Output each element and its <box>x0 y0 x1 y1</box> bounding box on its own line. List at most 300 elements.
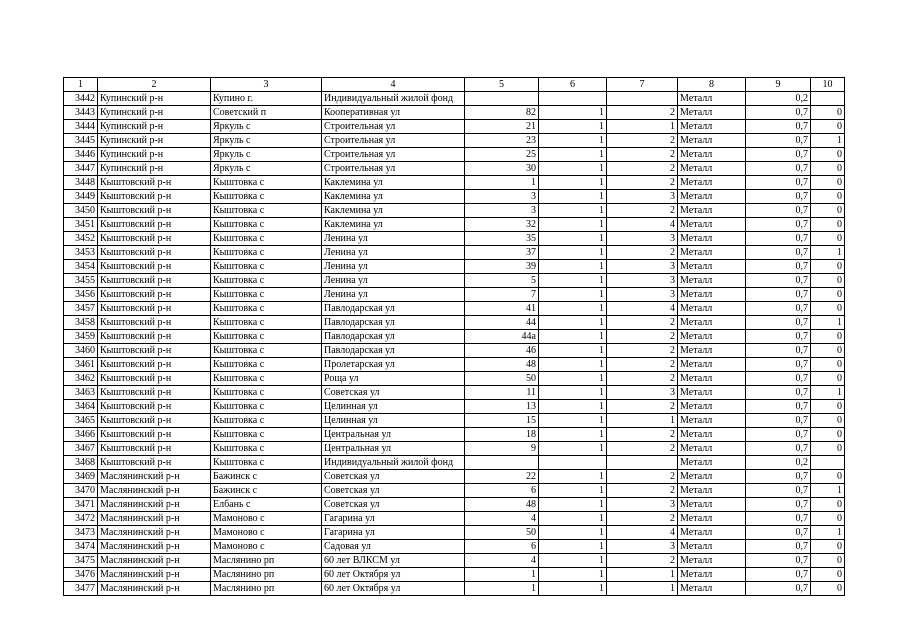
cell-row-number: 3459 <box>64 330 98 344</box>
table-row <box>64 568 845 582</box>
cell-locality: Маслянино рп <box>211 554 322 568</box>
cell-district: Купинский р-н <box>98 120 211 134</box>
table-row <box>64 330 845 344</box>
cell-floors: 3 <box>607 288 678 302</box>
cell-locality: Кыштовка с <box>211 190 322 204</box>
cell-district: Кыштовский р-н <box>98 386 211 400</box>
cell-house-number: 41 <box>465 302 539 316</box>
cell-district: Маслянинский р-н <box>98 470 211 484</box>
cell-street: Целинная ул <box>322 400 465 414</box>
cell-locality: Мамоново с <box>211 526 322 540</box>
table-row <box>64 106 845 120</box>
cell-row-number: 3451 <box>64 218 98 232</box>
cell-flag: 0 <box>811 344 845 358</box>
table-row <box>64 162 845 176</box>
cell-locality: Яркуль с <box>211 134 322 148</box>
column-header-3: 3 <box>211 78 322 92</box>
cell-street: Гагарина ул <box>322 512 465 526</box>
cell-row-number: 3470 <box>64 484 98 498</box>
cell-row-number: 3464 <box>64 400 98 414</box>
cell-count: 1 <box>539 302 607 316</box>
cell-material: Металл <box>678 372 746 386</box>
cell-coefficient: 0,7 <box>746 400 811 414</box>
cell-material: Металл <box>678 134 746 148</box>
cell-house-number: 39 <box>465 260 539 274</box>
cell-house-number: 6 <box>465 540 539 554</box>
cell-coefficient: 0,7 <box>746 260 811 274</box>
cell-locality: Яркуль с <box>211 162 322 176</box>
cell-street: Центральная ул <box>322 442 465 456</box>
cell-row-number: 3466 <box>64 428 98 442</box>
cell-material: Металл <box>678 344 746 358</box>
table-row <box>64 92 845 106</box>
cell-locality: Яркуль с <box>211 148 322 162</box>
column-header-1: 1 <box>64 78 98 92</box>
cell-flag: 0 <box>811 428 845 442</box>
cell-house-number: 44а <box>465 330 539 344</box>
cell-count: 1 <box>539 428 607 442</box>
cell-floors: 2 <box>607 316 678 330</box>
cell-floors: 2 <box>607 428 678 442</box>
cell-locality: Яркуль с <box>211 120 322 134</box>
cell-locality: Кыштовка с <box>211 246 322 260</box>
cell-district: Кыштовский р-н <box>98 428 211 442</box>
cell-flag: 0 <box>811 218 845 232</box>
cell-street: Советская ул <box>322 484 465 498</box>
cell-locality: Кыштовка с <box>211 176 322 190</box>
cell-street: 60 лет ВЛКСМ ул <box>322 554 465 568</box>
cell-house-number: 37 <box>465 246 539 260</box>
cell-floors: 2 <box>607 554 678 568</box>
cell-flag: 1 <box>811 386 845 400</box>
cell-row-number: 3458 <box>64 316 98 330</box>
cell-count: 1 <box>539 400 607 414</box>
cell-flag: 0 <box>811 288 845 302</box>
cell-street: Ленина ул <box>322 246 465 260</box>
cell-street: Павлодарская ул <box>322 302 465 316</box>
cell-floors <box>607 456 678 470</box>
cell-district: Маслянинский р-н <box>98 582 211 596</box>
cell-locality: Советский п <box>211 106 322 120</box>
cell-floors: 2 <box>607 246 678 260</box>
cell-flag: 0 <box>811 400 845 414</box>
cell-count: 1 <box>539 120 607 134</box>
cell-street: Павлодарская ул <box>322 330 465 344</box>
cell-street: Ленина ул <box>322 260 465 274</box>
cell-material: Металл <box>678 414 746 428</box>
cell-house-number: 3 <box>465 190 539 204</box>
table-row <box>64 232 845 246</box>
cell-street: Целинная ул <box>322 414 465 428</box>
cell-street: Каклемина ул <box>322 190 465 204</box>
cell-house-number: 82 <box>465 106 539 120</box>
cell-floors: 3 <box>607 190 678 204</box>
cell-locality: Кыштовка с <box>211 442 322 456</box>
cell-house-number: 48 <box>465 498 539 512</box>
cell-material: Металл <box>678 484 746 498</box>
cell-floors: 2 <box>607 372 678 386</box>
cell-house-number: 3 <box>465 204 539 218</box>
cell-locality: Мамоново с <box>211 540 322 554</box>
cell-floors: 1 <box>607 414 678 428</box>
cell-floors <box>607 92 678 106</box>
cell-material: Металл <box>678 470 746 484</box>
cell-locality: Кыштовка с <box>211 260 322 274</box>
column-header-6: 6 <box>539 78 607 92</box>
cell-floors: 1 <box>607 582 678 596</box>
cell-floors: 1 <box>607 120 678 134</box>
table-row <box>64 456 845 470</box>
cell-flag: 0 <box>811 372 845 386</box>
cell-material: Металл <box>678 302 746 316</box>
cell-street: Строительная ул <box>322 134 465 148</box>
cell-locality: Кыштовка с <box>211 456 322 470</box>
cell-floors: 2 <box>607 484 678 498</box>
cell-count: 1 <box>539 582 607 596</box>
column-header-2: 2 <box>98 78 211 92</box>
cell-row-number: 3457 <box>64 302 98 316</box>
cell-flag: 1 <box>811 316 845 330</box>
cell-row-number: 3463 <box>64 386 98 400</box>
cell-street: Роща ул <box>322 372 465 386</box>
cell-count: 1 <box>539 470 607 484</box>
cell-locality: Кыштовка с <box>211 358 322 372</box>
cell-coefficient: 0,7 <box>746 414 811 428</box>
cell-material: Металл <box>678 442 746 456</box>
cell-coefficient: 0,7 <box>746 442 811 456</box>
cell-row-number: 3472 <box>64 512 98 526</box>
table-row <box>64 400 845 414</box>
cell-floors: 3 <box>607 386 678 400</box>
cell-coefficient: 0,7 <box>746 246 811 260</box>
cell-street: Ленина ул <box>322 288 465 302</box>
cell-material: Металл <box>678 176 746 190</box>
cell-coefficient: 0,7 <box>746 316 811 330</box>
cell-count: 1 <box>539 190 607 204</box>
cell-locality: Кыштовка с <box>211 386 322 400</box>
cell-material: Металл <box>678 218 746 232</box>
cell-coefficient: 0,2 <box>746 456 811 470</box>
cell-count: 1 <box>539 204 607 218</box>
cell-flag: 0 <box>811 470 845 484</box>
cell-material: Металл <box>678 554 746 568</box>
cell-material: Металл <box>678 92 746 106</box>
cell-floors: 2 <box>607 400 678 414</box>
cell-row-number: 3449 <box>64 190 98 204</box>
cell-flag: 0 <box>811 554 845 568</box>
table-row <box>64 582 845 596</box>
cell-material: Металл <box>678 400 746 414</box>
cell-material: Металл <box>678 274 746 288</box>
cell-street: Каклемина ул <box>322 204 465 218</box>
cell-flag: 0 <box>811 232 845 246</box>
cell-flag: 0 <box>811 162 845 176</box>
cell-coefficient: 0,7 <box>746 554 811 568</box>
cell-district: Кыштовский р-н <box>98 246 211 260</box>
cell-district: Кыштовский р-н <box>98 274 211 288</box>
cell-coefficient: 0,2 <box>746 92 811 106</box>
cell-floors: 2 <box>607 358 678 372</box>
table-row <box>64 442 845 456</box>
cell-district: Купинский р-н <box>98 148 211 162</box>
cell-locality: Кыштовка с <box>211 274 322 288</box>
cell-street: Индивидуальный жилой фонд <box>322 456 465 470</box>
cell-row-number: 3443 <box>64 106 98 120</box>
cell-district: Кыштовский р-н <box>98 204 211 218</box>
cell-house-number: 11 <box>465 386 539 400</box>
cell-row-number: 3462 <box>64 372 98 386</box>
cell-coefficient: 0,7 <box>746 484 811 498</box>
column-header-7: 7 <box>607 78 678 92</box>
cell-coefficient: 0,7 <box>746 106 811 120</box>
cell-count: 1 <box>539 484 607 498</box>
cell-house-number: 1 <box>465 176 539 190</box>
column-header-9: 9 <box>746 78 811 92</box>
cell-row-number: 3476 <box>64 568 98 582</box>
cell-district: Маслянинский р-н <box>98 540 211 554</box>
cell-street: Пролетарская ул <box>322 358 465 372</box>
cell-flag: 0 <box>811 358 845 372</box>
cell-district: Маслянинский р-н <box>98 568 211 582</box>
cell-coefficient: 0,7 <box>746 512 811 526</box>
cell-locality: Кыштовка с <box>211 302 322 316</box>
cell-material: Металл <box>678 330 746 344</box>
cell-house-number: 4 <box>465 512 539 526</box>
cell-floors: 4 <box>607 526 678 540</box>
cell-material: Металл <box>678 106 746 120</box>
cell-flag: 0 <box>811 148 845 162</box>
cell-count: 1 <box>539 330 607 344</box>
cell-district: Кыштовский р-н <box>98 456 211 470</box>
cell-coefficient: 0,7 <box>746 330 811 344</box>
cell-coefficient: 0,7 <box>746 302 811 316</box>
cell-street: Советская ул <box>322 498 465 512</box>
cell-row-number: 3477 <box>64 582 98 596</box>
cell-house-number: 1 <box>465 582 539 596</box>
cell-row-number: 3453 <box>64 246 98 260</box>
table-row <box>64 470 845 484</box>
table-row <box>64 274 845 288</box>
cell-floors: 2 <box>607 442 678 456</box>
cell-street: Садовая ул <box>322 540 465 554</box>
cell-flag: 0 <box>811 204 845 218</box>
cell-floors: 2 <box>607 106 678 120</box>
cell-row-number: 3467 <box>64 442 98 456</box>
cell-street: Строительная ул <box>322 148 465 162</box>
cell-material: Металл <box>678 386 746 400</box>
cell-material: Металл <box>678 568 746 582</box>
cell-street: Ленина ул <box>322 232 465 246</box>
cell-house-number <box>465 456 539 470</box>
cell-row-number: 3468 <box>64 456 98 470</box>
cell-count: 1 <box>539 540 607 554</box>
cell-row-number: 3473 <box>64 526 98 540</box>
cell-locality: Кыштовка с <box>211 316 322 330</box>
cell-street: Павлодарская ул <box>322 316 465 330</box>
cell-flag: 0 <box>811 120 845 134</box>
cell-floors: 3 <box>607 260 678 274</box>
cell-district: Кыштовский р-н <box>98 232 211 246</box>
cell-coefficient: 0,7 <box>746 274 811 288</box>
table-row <box>64 372 845 386</box>
cell-flag: 0 <box>811 176 845 190</box>
cell-flag: 0 <box>811 498 845 512</box>
cell-house-number: 32 <box>465 218 539 232</box>
cell-count: 1 <box>539 414 607 428</box>
cell-floors: 2 <box>607 204 678 218</box>
spreadsheet-page <box>63 77 845 596</box>
table-row <box>64 316 845 330</box>
cell-row-number: 3442 <box>64 92 98 106</box>
cell-floors: 2 <box>607 512 678 526</box>
cell-flag: 1 <box>811 526 845 540</box>
cell-district: Кыштовский р-н <box>98 330 211 344</box>
table-row <box>64 260 845 274</box>
cell-coefficient: 0,7 <box>746 204 811 218</box>
table-row <box>64 176 845 190</box>
cell-material: Металл <box>678 358 746 372</box>
cell-count: 1 <box>539 162 607 176</box>
cell-street: Строительная ул <box>322 162 465 176</box>
cell-flag: 0 <box>811 568 845 582</box>
cell-count: 1 <box>539 288 607 302</box>
table-row <box>64 288 845 302</box>
cell-street: Советская ул <box>322 386 465 400</box>
cell-flag: 1 <box>811 134 845 148</box>
table-row <box>64 540 845 554</box>
cell-material: Металл <box>678 512 746 526</box>
cell-floors: 4 <box>607 218 678 232</box>
cell-count <box>539 92 607 106</box>
cell-house-number: 6 <box>465 484 539 498</box>
cell-floors: 1 <box>607 568 678 582</box>
cell-flag: 0 <box>811 414 845 428</box>
cell-house-number: 44 <box>465 316 539 330</box>
cell-coefficient: 0,7 <box>746 190 811 204</box>
cell-house-number: 50 <box>465 526 539 540</box>
cell-row-number: 3452 <box>64 232 98 246</box>
cell-floors: 3 <box>607 274 678 288</box>
cell-row-number: 3454 <box>64 260 98 274</box>
cell-material: Металл <box>678 120 746 134</box>
cell-coefficient: 0,7 <box>746 218 811 232</box>
cell-house-number: 23 <box>465 134 539 148</box>
cell-district: Кыштовский р-н <box>98 302 211 316</box>
cell-count <box>539 456 607 470</box>
cell-house-number: 30 <box>465 162 539 176</box>
cell-district: Кыштовский р-н <box>98 414 211 428</box>
cell-count: 1 <box>539 568 607 582</box>
cell-material: Металл <box>678 428 746 442</box>
cell-flag: 0 <box>811 106 845 120</box>
cell-locality: Кыштовка с <box>211 344 322 358</box>
cell-row-number: 3460 <box>64 344 98 358</box>
cell-house-number: 18 <box>465 428 539 442</box>
cell-house-number <box>465 92 539 106</box>
cell-coefficient: 0,7 <box>746 540 811 554</box>
cell-flag: 0 <box>811 274 845 288</box>
cell-row-number: 3474 <box>64 540 98 554</box>
data-table <box>63 77 845 596</box>
cell-coefficient: 0,7 <box>746 582 811 596</box>
cell-coefficient: 0,7 <box>746 134 811 148</box>
cell-floors: 2 <box>607 176 678 190</box>
cell-count: 1 <box>539 526 607 540</box>
cell-count: 1 <box>539 148 607 162</box>
cell-district: Кыштовский р-н <box>98 442 211 456</box>
cell-house-number: 22 <box>465 470 539 484</box>
cell-house-number: 5 <box>465 274 539 288</box>
cell-house-number: 46 <box>465 344 539 358</box>
cell-street: 60 лет Октября ул <box>322 582 465 596</box>
cell-count: 1 <box>539 232 607 246</box>
cell-coefficient: 0,7 <box>746 148 811 162</box>
cell-district: Кыштовский р-н <box>98 400 211 414</box>
cell-house-number: 1 <box>465 568 539 582</box>
cell-street: Центральная ул <box>322 428 465 442</box>
cell-material: Металл <box>678 582 746 596</box>
cell-district: Кыштовский р-н <box>98 316 211 330</box>
cell-district: Купинский р-н <box>98 162 211 176</box>
cell-district: Маслянинский р-н <box>98 512 211 526</box>
table-row <box>64 344 845 358</box>
cell-district: Маслянинский р-н <box>98 484 211 498</box>
cell-coefficient: 0,7 <box>746 386 811 400</box>
cell-flag: 0 <box>811 582 845 596</box>
cell-material: Металл <box>678 260 746 274</box>
table-row <box>64 218 845 232</box>
table-row <box>64 484 845 498</box>
cell-row-number: 3447 <box>64 162 98 176</box>
table-row <box>64 554 845 568</box>
cell-flag: 1 <box>811 246 845 260</box>
cell-locality: Кыштовка с <box>211 428 322 442</box>
table-row <box>64 134 845 148</box>
cell-count: 1 <box>539 512 607 526</box>
cell-row-number: 3455 <box>64 274 98 288</box>
cell-row-number: 3469 <box>64 470 98 484</box>
cell-flag <box>811 456 845 470</box>
cell-district: Кыштовский р-н <box>98 218 211 232</box>
cell-material: Металл <box>678 148 746 162</box>
table-row <box>64 526 845 540</box>
cell-district: Кыштовский р-н <box>98 190 211 204</box>
cell-count: 1 <box>539 134 607 148</box>
cell-flag: 0 <box>811 190 845 204</box>
cell-district: Маслянинский р-н <box>98 526 211 540</box>
cell-count: 1 <box>539 274 607 288</box>
cell-district: Кыштовский р-н <box>98 288 211 302</box>
cell-coefficient: 0,7 <box>746 470 811 484</box>
cell-locality: Кыштовка с <box>211 372 322 386</box>
table-row <box>64 190 845 204</box>
cell-count: 1 <box>539 498 607 512</box>
cell-floors: 2 <box>607 470 678 484</box>
cell-coefficient: 0,7 <box>746 568 811 582</box>
cell-count: 1 <box>539 316 607 330</box>
cell-flag: 1 <box>811 484 845 498</box>
cell-row-number: 3446 <box>64 148 98 162</box>
cell-locality: Мамоново с <box>211 512 322 526</box>
cell-street: Павлодарская ул <box>322 344 465 358</box>
cell-count: 1 <box>539 386 607 400</box>
cell-row-number: 3444 <box>64 120 98 134</box>
cell-street: Индивидуальный жилой фонд <box>322 92 465 106</box>
cell-row-number: 3461 <box>64 358 98 372</box>
cell-row-number: 3450 <box>64 204 98 218</box>
cell-locality: Бажинск с <box>211 470 322 484</box>
cell-district: Маслянинский р-н <box>98 498 211 512</box>
